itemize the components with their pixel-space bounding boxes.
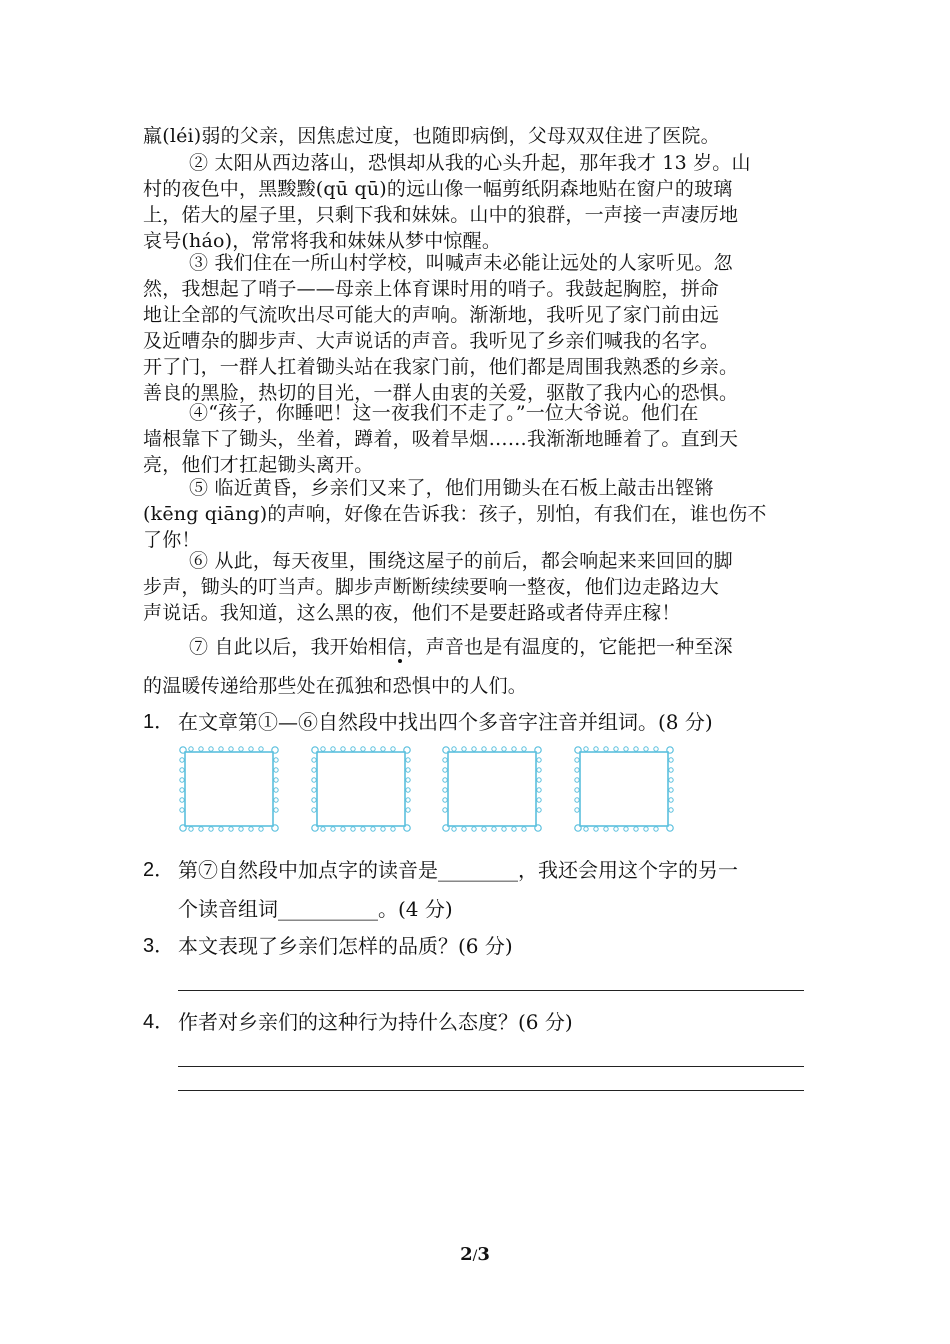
question-text: 作者对乡亲们的这种行为持什么态度？(6 分) [178,1010,573,1034]
question-number: 3． [143,935,175,957]
question-number: 1． [143,711,175,733]
answer-box[interactable] [311,746,411,832]
passage-line: 上，偌大的屋子里，只剩下我和妹妹。山中的狼群，一声接一声凄厉地 [143,204,739,226]
passage-line: 了你！ [143,529,201,551]
passage-line: 村的夜色中，黑黢黢(qū qū)的远山像一幅剪纸阴森地贴在窗户的玻璃 [143,178,733,200]
passage-line: 亮，他们才扛起锄头离开。 [143,454,374,476]
emphasis-dot [398,659,402,663]
passage-line: (kēng qiāng)的声响，好像在告诉我：孩子，别怕，有我们在，谁也伤不 [143,503,767,525]
passage-line: 善良的黑脸，热切的目光，一群人由衷的关爱，驱散了我内心的恐惧。 [143,382,739,404]
passage-line: ⑥ 从此，每天夜里，围绕这屋子的前后，都会响起来来回回的脚 [189,550,733,572]
page-current: 2 [460,1244,473,1265]
question-number: 2． [143,859,175,881]
passage-line: ⑦ 自此以后，我开始相信，声音也是有温度的，它能把一种至深 [189,636,733,658]
answer-line[interactable] [178,990,804,991]
passage-line: 声说话。我知道，这么黑的夜，他们不是要赶路或者侍弄庄稼！ [143,602,681,624]
passage-line: 然，我想起了哨子——母亲上体育课时用的哨子。我鼓起胸腔，拼命 [143,278,720,300]
answer-line[interactable] [178,1090,804,1091]
answer-box[interactable] [179,746,279,832]
passage-line: 开了门，一群人扛着锄头站在我家门前，他们都是周围我熟悉的乡亲。 [143,356,739,378]
question-text: 本文表现了乡亲们怎样的品质？(6 分) [178,934,513,958]
answer-box[interactable] [442,746,542,832]
passage-line: 地让全部的气流吹出尽可能大的声响。渐渐地，我听见了家门前由远 [143,304,720,326]
passage-line: ③ 我们住在一所山村学校，叫喊声未必能让远处的人家听见。忽 [189,252,733,274]
page-number [0,1244,950,1265]
page-total: 3 [477,1244,490,1265]
passage-line: 的温暖传递给那些处在孤独和恐惧中的人们。 [143,675,528,697]
passage-line: ② 太阳从西边落山，恐惧却从我的心头升起，那年我才 13 岁。山 [189,152,751,174]
answer-box[interactable] [574,746,674,832]
question-text: 在文章第①—⑥自然段中找出四个多音字注音并组词。(8 分) [178,710,713,734]
passage-line: 羸(léi)弱的父亲，因焦虑过度，也随即病倒，父母双双住进了医院。 [143,125,720,147]
page-separator: / [472,1248,478,1264]
question-text: 第⑦自然段中加点字的读音是________，我还会用这个字的另一 [178,858,738,882]
passage-line: 墙根靠下了锄头，坐着，蹲着，吸着旱烟……我渐渐地睡着了。直到天 [143,428,739,450]
passage-line: 步声，锄头的叮当声。脚步声断断续续要响一整夜，他们边走路边大 [143,576,720,598]
passage-line: 哀号(háo)，常常将我和妹妹从梦中惊醒。 [143,230,502,252]
answer-line[interactable] [178,1066,804,1067]
passage-line: 及近嘈杂的脚步声、大声说话的声音。我听见了乡亲们喊我的名字。 [143,330,720,352]
passage-line: ⑤ 临近黄昏，乡亲们又来了，他们用锄头在石板上敲击出铿锵 [189,477,714,499]
passage-line: ④“孩子，你睡吧！这一夜我们不走了。”一位大爷说。他们在 [189,402,699,424]
question-text: 个读音组词__________。(4 分) [178,897,453,921]
question-number: 4． [143,1011,175,1033]
